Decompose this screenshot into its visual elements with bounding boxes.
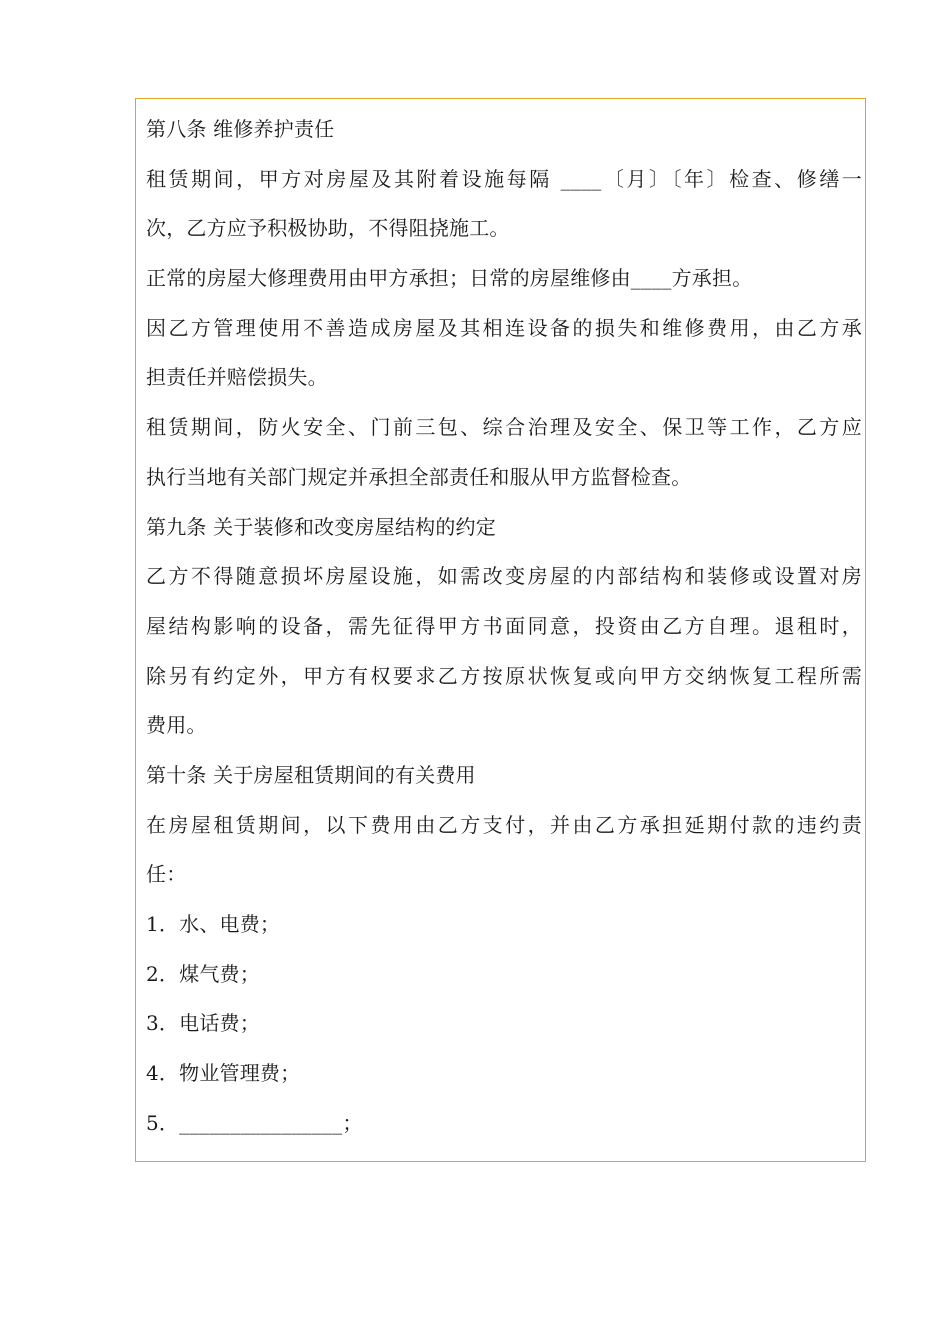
text-line: 担责任并赔偿损失。: [146, 365, 328, 390]
text-line: 因乙方管理使用不善造成房屋及其相连设备的损失和维修费用，由乙方承: [146, 315, 862, 340]
list-item: 2．煤气费；: [146, 961, 260, 986]
list-item: 3．电话费；: [146, 1011, 260, 1036]
text-line: 租赁期间，防火安全、门前三包、综合治理及安全、保卫等工作，乙方应: [146, 415, 862, 440]
list-item: 4．物业管理费；: [146, 1061, 301, 1086]
text-line: 屋结构影响的设备，需先征得甲方书面同意，投资由乙方自理。退租时，: [146, 613, 862, 638]
text-line: 次，乙方应予积极协助，不得阻挠施工。: [146, 216, 510, 241]
text-line: 租赁期间，甲方对房屋及其附着设施每隔 ____〔月〕〔年〕检查、修缮一: [146, 166, 862, 191]
text-line: 费用。: [146, 713, 207, 738]
text-line: 除另有约定外，甲方有权要求乙方按原状恢复或向甲方交纳恢复工程所需: [146, 663, 862, 688]
list-item: 1．水、电费；: [146, 912, 281, 936]
text-line: 任：: [146, 862, 187, 887]
list-item-blank: 5．________________；: [146, 1110, 363, 1135]
text-line: 执行当地有关部门规定并承担全部责任和服从甲方监督检查。: [146, 464, 692, 489]
text-line: 正常的房屋大修理费用由甲方承担；日常的房屋维修由____方承担。: [146, 266, 753, 291]
article-10-heading: 第十条 关于房屋租赁期间的有关费用: [146, 762, 476, 787]
text-line: 乙方不得随意损坏房屋设施，如需改变房屋的内部结构和装修或设置对房: [146, 564, 862, 589]
article-9-heading: 第九条 关于装修和改变房屋结构的约定: [146, 514, 496, 539]
document-content: [146, 105, 862, 1148]
text-line: 在房屋租赁期间，以下费用由乙方支付，并由乙方承担延期付款的违约责: [146, 812, 862, 837]
document-frame: [135, 98, 866, 1162]
article-8-heading: 第八条 维修养护责任: [146, 117, 335, 141]
